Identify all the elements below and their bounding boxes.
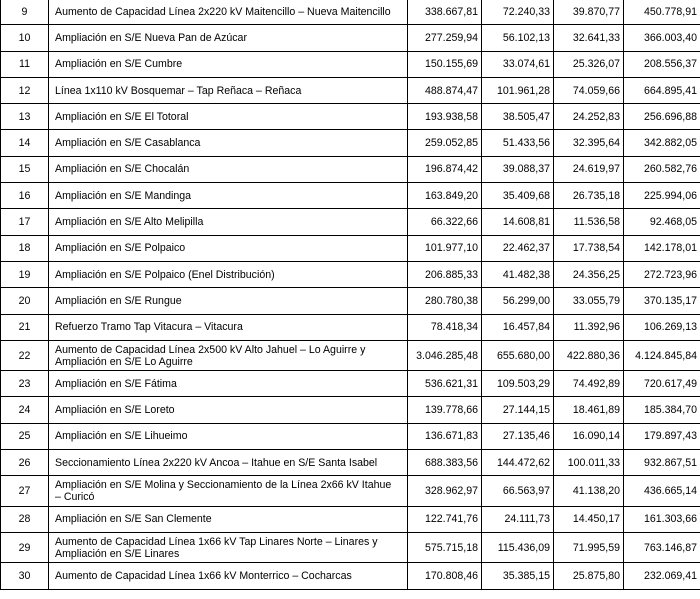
table-row [1, 0, 700, 25]
value-col-1: 3.046.285,48 [408, 340, 482, 370]
row-number: 17 [1, 209, 49, 235]
value-col-3: 25.875,80 [554, 563, 624, 589]
value-col-1: 277.259,94 [408, 25, 482, 51]
value-col-2: 14.608,81 [482, 209, 554, 235]
project-description [49, 288, 408, 314]
row-number: 18 [1, 235, 49, 261]
table-row [1, 104, 700, 130]
row-number: 11 [1, 51, 49, 77]
value-col-2: 115.436,09 [482, 532, 554, 562]
row-number: 22 [1, 340, 49, 370]
table-row [1, 397, 700, 423]
value-col-4: 272.723,96 [624, 261, 700, 287]
table-row [1, 156, 700, 182]
table-row [1, 371, 700, 397]
value-col-4: 179.897,43 [624, 423, 700, 449]
project-description [49, 450, 408, 476]
value-col-4: 232.069,41 [624, 563, 700, 589]
value-col-4: 256.696,88 [624, 104, 700, 130]
value-col-4: 106.269,13 [624, 314, 700, 340]
table-row [1, 288, 700, 314]
project-description [49, 209, 408, 235]
value-col-2: 16.457,84 [482, 314, 554, 340]
table-row [1, 235, 700, 261]
value-col-2: 27.135,46 [482, 423, 554, 449]
value-col-2: 56.299,00 [482, 288, 554, 314]
value-col-2: 33.074,61 [482, 51, 554, 77]
value-col-2: 56.102,13 [482, 25, 554, 51]
row-number: 29 [1, 532, 49, 562]
row-number: 21 [1, 314, 49, 340]
table-row [1, 506, 700, 532]
value-col-1: 136.671,83 [408, 423, 482, 449]
table-row [1, 130, 700, 156]
value-col-1: 163.849,20 [408, 183, 482, 209]
value-col-3: 11.536,58 [554, 209, 624, 235]
value-col-4: 366.003,40 [624, 25, 700, 51]
value-col-1: 150.155,69 [408, 51, 482, 77]
description-line: Ampliación en S/E Alto Melipilla [55, 216, 204, 229]
value-col-4: 763.146,87 [624, 532, 700, 562]
value-col-2: 66.563,97 [482, 476, 554, 506]
value-col-4: 185.384,70 [624, 397, 700, 423]
value-col-1: 139.778,66 [408, 397, 482, 423]
project-description [49, 183, 408, 209]
value-col-3: 33.055,79 [554, 288, 624, 314]
description-line: Aumento de Capacidad Línea 2x220 kV Maitencillo – Nueva Maitencillo [55, 5, 391, 18]
description-line: Refuerzo Tramo Tap Vitacura – Vitacura [55, 321, 243, 334]
value-col-2: 655.680,00 [482, 340, 554, 370]
row-number: 10 [1, 25, 49, 51]
row-number: 19 [1, 261, 49, 287]
description-line: Aumento de Capacidad Línea 2x500 kV Alto Jahuel – Lo Aguirre y [55, 343, 366, 356]
row-number: 14 [1, 130, 49, 156]
table-row [1, 340, 700, 370]
project-description [49, 423, 408, 449]
value-col-4: 4.124.845,84 [624, 340, 700, 370]
value-col-2: 24.111,73 [482, 506, 554, 532]
description-line: Aumento de Capacidad Línea 1x66 kV Tap Linares Norte – Linares y [55, 535, 378, 548]
project-description [49, 261, 408, 287]
project-description [49, 0, 408, 25]
value-col-2: 27.144,15 [482, 397, 554, 423]
table-body [1, 0, 700, 589]
description-line: Ampliación en S/E Rungue [55, 294, 182, 307]
value-col-3: 74.059,66 [554, 77, 624, 103]
value-col-4: 436.665,14 [624, 476, 700, 506]
project-description [49, 77, 408, 103]
table-row [1, 51, 700, 77]
value-col-2: 109.503,29 [482, 371, 554, 397]
description-line: Ampliación en S/E Loreto [55, 404, 175, 417]
value-col-3: 74.492,89 [554, 371, 624, 397]
value-col-3: 32.641,33 [554, 25, 624, 51]
description-line: Ampliación en S/E Casablanca [55, 137, 201, 150]
value-col-1: 338.667,81 [408, 0, 482, 25]
row-number: 12 [1, 77, 49, 103]
value-col-3: 24.356,25 [554, 261, 624, 287]
project-description [49, 563, 408, 589]
project-description [49, 476, 408, 506]
row-number: 20 [1, 288, 49, 314]
project-description [49, 340, 408, 370]
value-col-1: 488.874,47 [408, 77, 482, 103]
description-line: Ampliación en S/E Molina y Seccionamiento de la Línea 2x66 kV Itahue [55, 478, 392, 491]
value-col-3: 24.619,97 [554, 156, 624, 182]
value-col-1: 328.962,97 [408, 476, 482, 506]
table-row [1, 261, 700, 287]
project-description [49, 371, 408, 397]
value-col-1: 78.418,34 [408, 314, 482, 340]
value-col-2: 35.385,15 [482, 563, 554, 589]
description-line: Ampliación en S/E Lihueimo [55, 430, 188, 443]
value-col-4: 92.468,05 [624, 209, 700, 235]
value-col-3: 14.450,17 [554, 506, 624, 532]
row-number: 13 [1, 104, 49, 130]
value-col-4: 370.135,17 [624, 288, 700, 314]
value-col-1: 193.938,58 [408, 104, 482, 130]
value-col-2: 38.505,47 [482, 104, 554, 130]
value-col-3: 26.735,18 [554, 183, 624, 209]
value-col-1: 170.808,46 [408, 563, 482, 589]
project-description [49, 506, 408, 532]
description-line: Ampliación en S/E Mandinga [55, 189, 192, 202]
value-col-2: 101.961,28 [482, 77, 554, 103]
project-description [49, 130, 408, 156]
value-col-3: 18.461,89 [554, 397, 624, 423]
value-col-4: 260.582,76 [624, 156, 700, 182]
table-row [1, 314, 700, 340]
value-col-3: 25.326,07 [554, 51, 624, 77]
value-col-3: 100.011,33 [554, 450, 624, 476]
table-row [1, 563, 700, 589]
description-line: Línea 1x110 kV Bosquemar – Tap Reñaca – Reñaca [55, 84, 302, 97]
value-col-4: 142.178,01 [624, 235, 700, 261]
project-description [49, 51, 408, 77]
value-col-1: 66.322,66 [408, 209, 482, 235]
value-col-3: 32.395,64 [554, 130, 624, 156]
value-col-4: 208.556,37 [624, 51, 700, 77]
description-line: Ampliación en S/E San Clemente [55, 513, 212, 526]
value-col-1: 259.052,85 [408, 130, 482, 156]
value-col-3: 24.252,83 [554, 104, 624, 130]
description-line: Ampliación en S/E Lo Aguirre [55, 355, 193, 368]
value-col-4: 225.994,06 [624, 183, 700, 209]
table-row [1, 423, 700, 449]
value-col-1: 575.715,18 [408, 532, 482, 562]
row-number: 27 [1, 476, 49, 506]
value-col-2: 51.433,56 [482, 130, 554, 156]
value-col-1: 206.885,33 [408, 261, 482, 287]
description-line: Ampliación en S/E Polpaico (Enel Distribución) [55, 268, 275, 281]
value-col-1: 196.874,42 [408, 156, 482, 182]
project-description [49, 235, 408, 261]
project-description [49, 314, 408, 340]
project-description [49, 156, 408, 182]
row-number: 9 [1, 0, 49, 25]
description-line: Ampliación en S/E Chocalán [55, 163, 190, 176]
description-line: Ampliación en S/E El Totoral [55, 110, 189, 123]
description-line: Seccionamiento Línea 2x220 kV Ancoa – Itahue en S/E Santa Isabel [55, 456, 378, 469]
row-number: 25 [1, 423, 49, 449]
project-description [49, 397, 408, 423]
table-row [1, 209, 700, 235]
description-line: – Curicó [55, 490, 95, 503]
table-row [1, 476, 700, 506]
table-row [1, 532, 700, 562]
row-number: 28 [1, 506, 49, 532]
row-number: 24 [1, 397, 49, 423]
project-description [49, 532, 408, 562]
value-col-4: 932.867,51 [624, 450, 700, 476]
description-line: Ampliación en S/E Cumbre [55, 58, 183, 71]
table-row [1, 77, 700, 103]
description-line: Ampliación en S/E Linares [55, 547, 180, 560]
value-col-3: 11.392,96 [554, 314, 624, 340]
value-col-1: 688.383,56 [408, 450, 482, 476]
description-line: Aumento de Capacidad Línea 1x66 kV Monterrico – Cocharcas [55, 569, 352, 582]
value-col-4: 161.303,66 [624, 506, 700, 532]
value-col-3: 422.880,36 [554, 340, 624, 370]
value-col-1: 122.741,76 [408, 506, 482, 532]
value-col-3: 71.995,59 [554, 532, 624, 562]
row-number: 16 [1, 183, 49, 209]
value-col-4: 342.882,05 [624, 130, 700, 156]
value-col-3: 16.090,14 [554, 423, 624, 449]
row-number: 15 [1, 156, 49, 182]
table-row [1, 25, 700, 51]
value-col-3: 41.138,20 [554, 476, 624, 506]
table-row [1, 450, 700, 476]
value-col-4: 450.778,91 [624, 0, 700, 25]
value-col-3: 39.870,77 [554, 0, 624, 25]
value-col-1: 536.621,31 [408, 371, 482, 397]
table-row [1, 183, 700, 209]
value-col-1: 101.977,10 [408, 235, 482, 261]
project-description [49, 104, 408, 130]
value-col-2: 39.088,37 [482, 156, 554, 182]
project-description [49, 25, 408, 51]
row-number: 30 [1, 563, 49, 589]
value-col-3: 17.738,54 [554, 235, 624, 261]
value-col-4: 720.617,49 [624, 371, 700, 397]
description-line: Ampliación en S/E Polpaico [55, 242, 186, 255]
value-col-2: 72.240,33 [482, 0, 554, 25]
description-line: Ampliación en S/E Nueva Pan de Azúcar [55, 31, 247, 44]
row-number: 26 [1, 450, 49, 476]
value-col-2: 35.409,68 [482, 183, 554, 209]
value-col-4: 664.895,41 [624, 77, 700, 103]
value-col-2: 144.472,62 [482, 450, 554, 476]
value-col-2: 22.462,37 [482, 235, 554, 261]
value-col-2: 41.482,38 [482, 261, 554, 287]
row-number: 23 [1, 371, 49, 397]
value-col-1: 280.780,38 [408, 288, 482, 314]
description-line: Ampliación en S/E Fátima [55, 377, 177, 390]
